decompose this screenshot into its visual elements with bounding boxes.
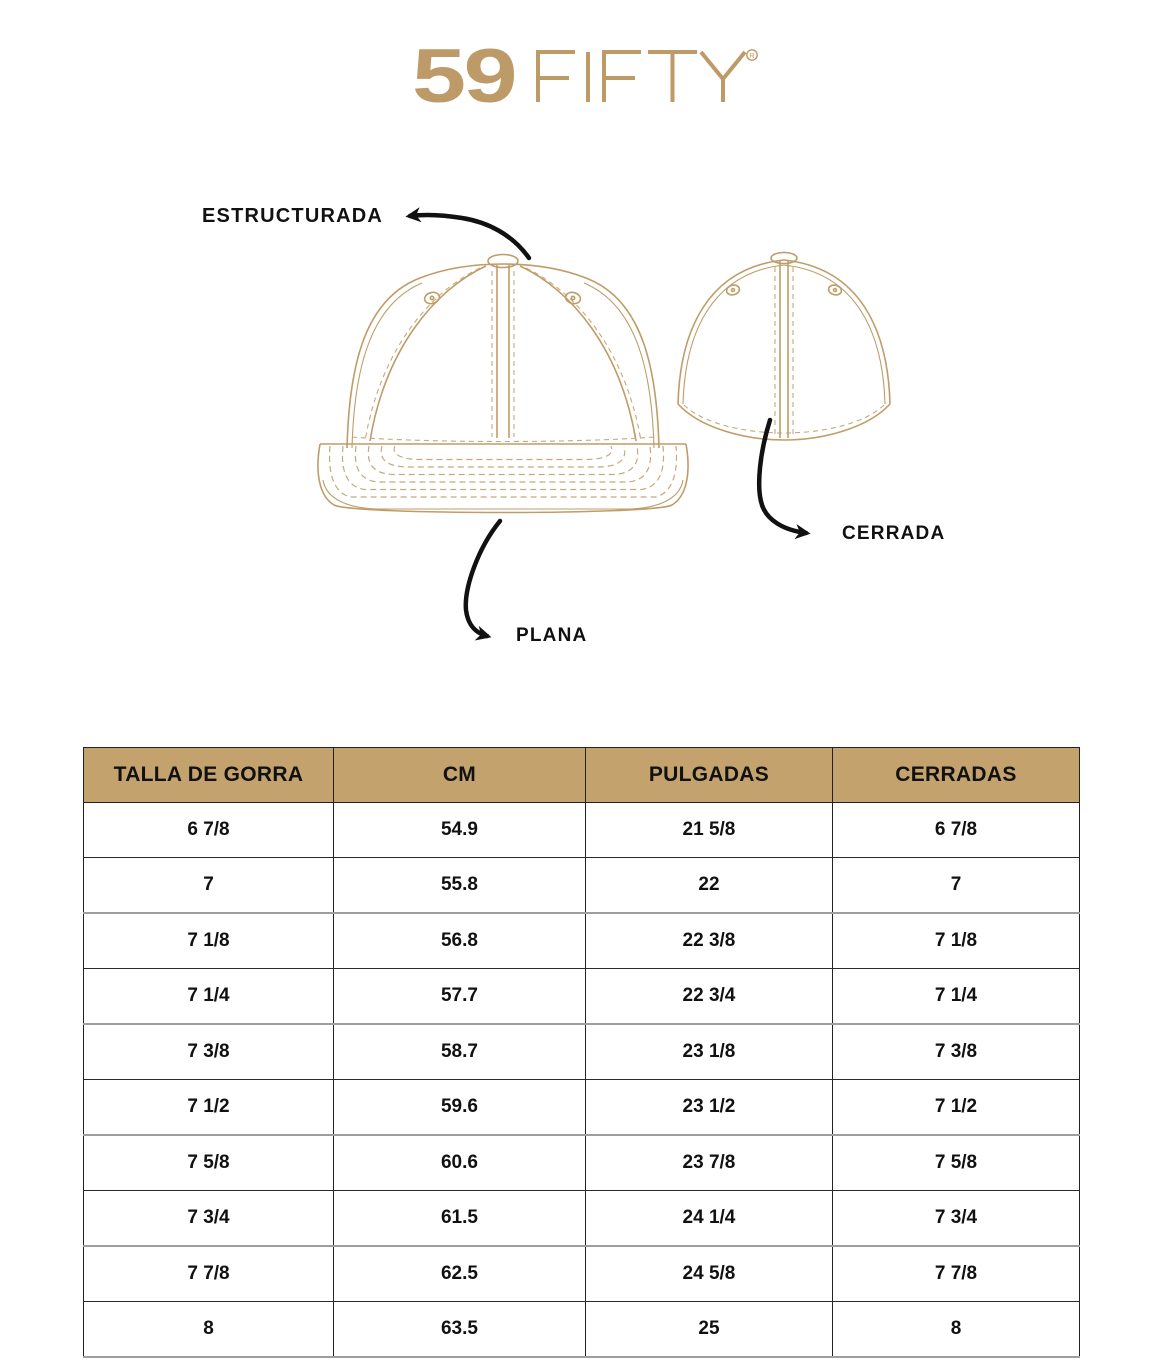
table-cell: 24 1/4 (585, 1191, 832, 1247)
table-cell: 7 1/8 (832, 913, 1079, 969)
table-row (84, 858, 1080, 914)
table-cell: 7 1/4 (832, 969, 1079, 1025)
cap-back-drawing (678, 253, 890, 441)
table-row (84, 1024, 1080, 1080)
table-cell: 23 1/2 (585, 1080, 832, 1136)
table-cell: 55.8 (333, 858, 585, 914)
logo-59-text: 59 (412, 42, 516, 108)
size-table-header (84, 748, 1080, 803)
label-plana: PLANA (516, 625, 588, 646)
table-row (84, 913, 1080, 969)
table-cell: 59.6 (333, 1080, 585, 1136)
arrow-estructurada-icon (410, 215, 529, 258)
table-cell: 7 7/8 (832, 1246, 1079, 1302)
table-row (84, 1246, 1080, 1302)
table-cell: 7 5/8 (84, 1135, 334, 1191)
size-table-body (84, 803, 1080, 1358)
brim-stitching (330, 446, 677, 497)
table-cell: 8 (832, 1302, 1079, 1358)
table-cell: 7 3/8 (832, 1024, 1079, 1080)
table-row (84, 1302, 1080, 1358)
table-cell: 58.7 (333, 1024, 585, 1080)
table-cell: 7 7/8 (84, 1246, 334, 1302)
arrow-plana-icon (466, 521, 500, 636)
table-cell: 23 1/8 (585, 1024, 832, 1080)
header-row (84, 748, 1080, 803)
table-cell: 7 1/2 (84, 1080, 334, 1136)
table-row (84, 1135, 1080, 1191)
table-cell: 61.5 (333, 1191, 585, 1247)
table-row (84, 1080, 1080, 1136)
header-cerradas: CERRADAS (832, 748, 1079, 803)
table-cell: 7 1/2 (832, 1080, 1079, 1136)
table-cell: 21 5/8 (585, 803, 832, 858)
table-cell: 6 7/8 (832, 803, 1079, 858)
table-cell: 62.5 (333, 1246, 585, 1302)
table-cell: 7 3/4 (84, 1191, 334, 1247)
table-cell: 7 5/8 (832, 1135, 1079, 1191)
table-cell: 23 7/8 (585, 1135, 832, 1191)
label-cerrada: CERRADA (842, 523, 946, 544)
table-cell: 7 3/4 (832, 1191, 1079, 1247)
table-row (84, 1191, 1080, 1247)
eyelet-icon (423, 291, 440, 305)
table-cell: 6 7/8 (84, 803, 334, 858)
header-talla-de-gorra: TALLA DE GORRA (84, 748, 334, 803)
table-cell: 8 (84, 1302, 334, 1358)
table-row (84, 969, 1080, 1025)
table-cell: 25 (585, 1302, 832, 1358)
table-cell: 57.7 (333, 969, 585, 1025)
table-cell: 7 (84, 858, 334, 914)
table-cell: 24 5/8 (585, 1246, 832, 1302)
table-cell: 22 3/8 (585, 913, 832, 969)
arrow-cerrada-icon (759, 420, 806, 533)
table-cell: 7 1/4 (84, 969, 334, 1025)
table-cell: 22 (585, 858, 832, 914)
label-estructurada: ESTRUCTURADA (202, 205, 384, 227)
table-cell: 7 1/8 (84, 913, 334, 969)
header-cm: CM (333, 748, 585, 803)
table-row (84, 803, 1080, 858)
cap-front-drawing (318, 255, 688, 513)
eyelet-icon (828, 284, 843, 296)
table-cell: 56.8 (333, 913, 585, 969)
eyelet-icon (726, 284, 741, 296)
table-cell: 63.5 (333, 1302, 585, 1358)
table-cell: 54.9 (333, 803, 585, 858)
header-pulgadas: PULGADAS (585, 748, 832, 803)
table-cell: 60.6 (333, 1135, 585, 1191)
annotation-arrows (410, 215, 806, 636)
table-cell: 7 (832, 858, 1079, 914)
svg-text:R: R (749, 51, 755, 60)
table-cell: 22 3/4 (585, 969, 832, 1025)
size-table (83, 747, 1080, 1358)
table-cell: 7 3/8 (84, 1024, 334, 1080)
cap-button-icon (488, 255, 518, 268)
